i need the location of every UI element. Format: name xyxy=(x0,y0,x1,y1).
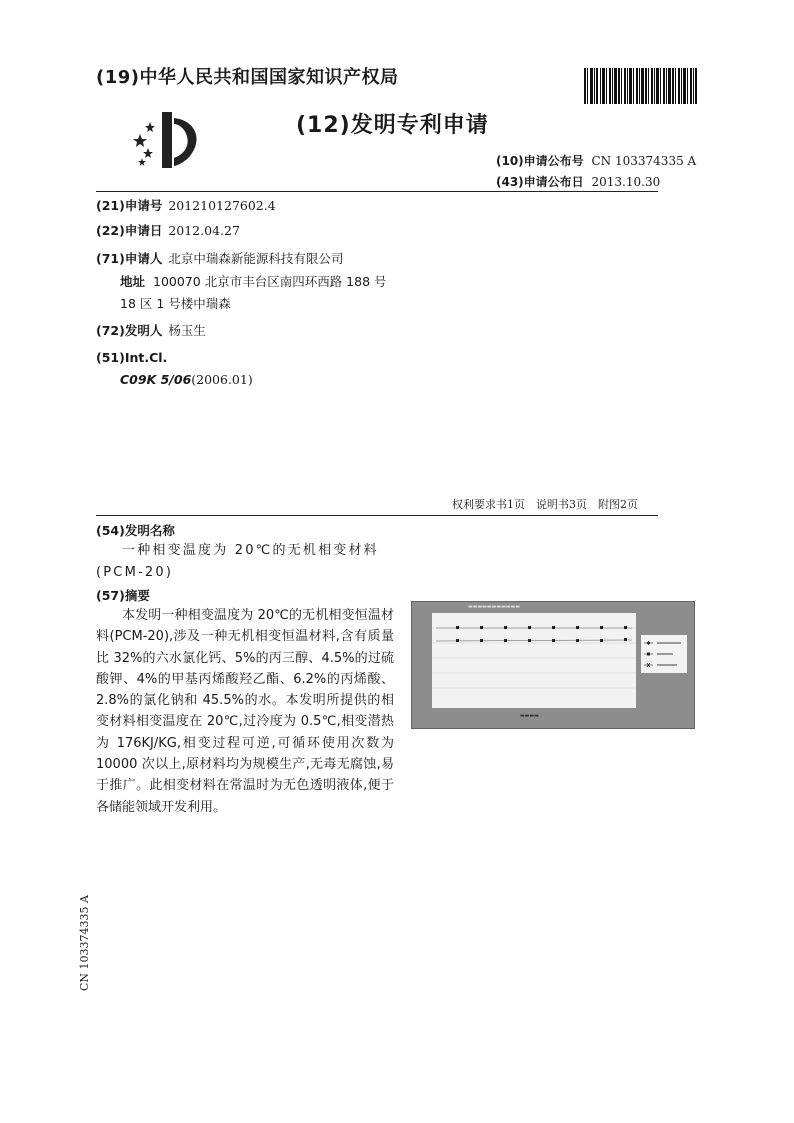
inventor-label: (72)发明人 xyxy=(96,323,163,338)
legend-square-icon xyxy=(647,653,650,656)
ipc-label: (51)Int.Cl. xyxy=(96,350,168,365)
ipc-classification xyxy=(120,370,253,390)
figure-plot-svg xyxy=(432,613,636,708)
application-number-value: 201210127602.4 xyxy=(168,198,276,213)
ipc-version: (2006.01) xyxy=(191,372,253,387)
ipc-code: C09K 5/06 xyxy=(120,372,192,387)
inventor-value: 杨玉生 xyxy=(168,323,206,338)
title-section-label: (54)发明名称 xyxy=(96,523,175,538)
address-label: 地址 xyxy=(120,274,146,289)
application-number-field xyxy=(96,196,276,216)
publication-number-row xyxy=(496,152,696,169)
page-count-summary: 权利要求书1页 说明书3页 附图2页 xyxy=(452,498,638,511)
application-date-label: (22)申请日 xyxy=(96,223,163,238)
figure-title-blur: ▬▬▬▬▬▬▬▬▬▬▬ xyxy=(468,604,520,610)
sipo-emblem-logo xyxy=(128,108,206,172)
summary-divider xyxy=(96,515,658,516)
figure-plot-area xyxy=(432,613,636,708)
figure-legend xyxy=(641,635,687,673)
application-date-field xyxy=(96,221,240,241)
publication-number-label: (10)申请公布号 xyxy=(496,154,584,168)
legend-diamond-icon xyxy=(647,641,651,645)
ipc-label-row xyxy=(96,348,167,368)
figure-xlabel-blur: ▬▬▬▬ xyxy=(520,713,539,719)
application-number-label: (21)申请号 xyxy=(96,198,163,213)
abstract-text: 本发明一种相变温度为 20℃的无机相变恒温材料(PCM-20),涉及一种无机相变恒温材料,含有质量比 32%的六水氯化钙、5%的丙三醇、4.5%的过硫酸钾、4%的甲基丙烯酸羟乙酯、6.2%的丙烯酸、2.8%的氯化钠和 45.5%的水。本发明所提供的相变材料相变温度在 20℃,过冷度为 0.5℃,相变潜热为 176KJ/KG,相变过程可逆,可循环使用次数为 10000 次以上,原材料均为规模生产,无毒无腐蚀,易于推广。此相变材料在常温时为无色透明液体,便于各储能领域开发利用。 xyxy=(96,608,394,815)
side-publication-code: CN 103374335 A xyxy=(78,895,91,991)
publication-date-row xyxy=(496,173,660,190)
office-header: (19)中华人民共和国国家知识产权局 xyxy=(96,67,399,88)
document-type-title: (12)发明专利申请 xyxy=(296,113,489,138)
header-divider xyxy=(96,191,658,192)
publication-date-label: (43)申请公布日 xyxy=(496,175,584,189)
address-value: 100070 北京市丰台区南四环西路 188 号 18 区 1 号楼中瑞森 xyxy=(120,274,387,311)
applicant-field xyxy=(96,249,343,269)
abstract-section-label: (57)摘要 xyxy=(96,588,150,603)
inventor-field xyxy=(96,321,206,341)
publication-date-value: 2013.10.30 xyxy=(591,175,661,189)
abstract-figure xyxy=(411,601,695,729)
applicant-value: 北京中瑞森新能源科技有限公司 xyxy=(168,251,344,266)
invention-title: 一种相变温度为 20℃的无机相变材料(PCM-20) xyxy=(96,543,379,580)
application-date-value: 2012.04.27 xyxy=(168,223,240,238)
barcode-image xyxy=(583,68,698,104)
applicant-label: (71)申请人 xyxy=(96,251,163,266)
figure-legend-svg xyxy=(641,635,687,673)
address-field xyxy=(120,271,390,315)
publication-number-value: CN 103374335 A xyxy=(591,154,697,168)
